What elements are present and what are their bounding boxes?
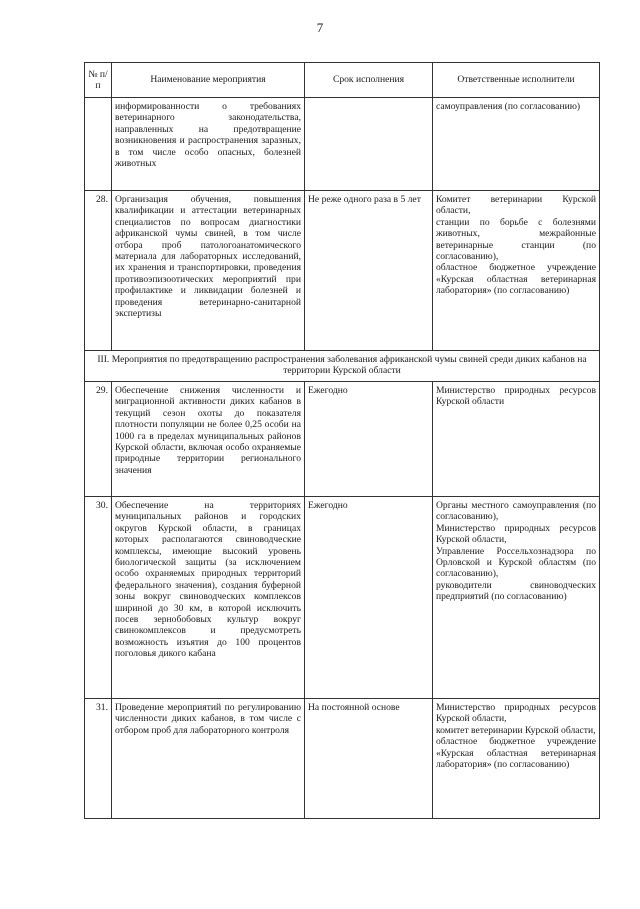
responsible — [433, 497, 600, 699]
measure-name: Проведение мероприятий по регулированию численности диких кабанов, в том числе с отбором проб для лабораторного контроля — [112, 699, 305, 819]
table-row-28 — [85, 191, 600, 351]
responsible — [433, 699, 600, 819]
responsible-line: Управление Россельхознадзора по Орловской и Курской областям (по согласованию), — [436, 545, 596, 580]
responsible-line: Министерство природных ресурсов Курской области, — [436, 522, 596, 546]
deadline: На постоянной основе — [305, 699, 433, 819]
row-number — [85, 98, 112, 191]
deadline: Ежегодно — [305, 382, 433, 497]
responsible-line: станции по борьбе с болезнями животных, межрайонные ветеринарные станции (по согласованию), — [436, 216, 596, 263]
row-number: 31. — [85, 699, 112, 819]
responsible-line: областное бюджетное учреждение «Курская областная ветеринарная лаборатория» (по согласованию) — [436, 736, 596, 771]
header-measure-name: Наименование мероприятия — [112, 63, 305, 98]
responsible-line: Органы местного самоуправления (по согласованию), — [436, 500, 596, 523]
header-deadline: Срок исполнения — [305, 63, 433, 98]
section-title: III. Мероприятия по предотвращению распространения заболевания африканской чумы свиней среди диких кабанов на территории Курской области — [85, 351, 600, 382]
responsible-line: руководители свиноводческих предприятий (по согласованию) — [436, 579, 596, 603]
row-number: 28. — [85, 191, 112, 351]
row-number: 30. — [85, 497, 112, 699]
header-number: № п/п — [85, 63, 112, 98]
header-responsible: Ответственные исполнители — [433, 63, 600, 98]
row-number: 29. — [85, 382, 112, 497]
responsible: Министерство природных ресурсов Курской области — [433, 382, 600, 497]
table-row-continuation — [85, 98, 600, 191]
responsible: самоуправления (по согласованию) — [433, 98, 600, 191]
table-row-31 — [85, 699, 600, 819]
table-header-row — [85, 63, 600, 98]
table-row-29 — [85, 382, 600, 497]
responsible-line: областное бюджетное учреждение «Курская областная ветеринарная лаборатория» (по согласованию) — [436, 262, 596, 297]
table-section-row — [85, 351, 600, 382]
deadline — [305, 98, 433, 191]
measure-name: информированности о требованиях ветеринарного законодательства, направленных на предотвращение возникновения и распространения заразных, в том числе особо опасных, болезней животных — [112, 98, 305, 191]
deadline: Не реже одного раза в 5 лет — [305, 191, 433, 351]
responsible-line: Комитет ветеринарии Курской области, — [436, 194, 596, 217]
table-row-30 — [85, 497, 600, 699]
measure-name: Организация обучения, повышения квалификации и аттестации ветеринарных специалистов по вопросам диагностики африканской чумы свиней, в том числе отбора проб патологоанатомического материала для лабораторных исследований, их хранения и транспортировки, проведения противоэпизоотических мероприятий при профилактике и ликвидации болезней и проведения ветеринарно-санитарной экспертизы — [112, 191, 305, 351]
measure-name: Обеспечение снижения численности и миграционной активности диких кабанов в текущий сезон охоты до показателя плотности популяции не более 0,25 особи на 1000 га в пределах муниципальных районов Курской области, включая особо охраняемые природные территории регионального значения — [112, 382, 305, 497]
measures-table — [84, 62, 600, 819]
deadline: Ежегодно — [305, 497, 433, 699]
measure-name: Обеспечение на территориях муниципальных районов и городских округов Курской области, в границах которых располагаются свиноводческие комплексы, имеющие высокий уровень биологической защиты (за исключением особо охраняемых природных территорий федерального значения), создания буферной зоны вокруг свиноводческих комплексов шириной до 30 км, в которой исключить посев зернобобовых культур вокруг свинокомплексов и предусмотреть возможность изъятия до 100 процентов поголовья дикого кабана — [112, 497, 305, 699]
responsible — [433, 191, 600, 351]
page-number: 7 — [316, 20, 324, 35]
responsible-line: комитет ветеринарии Курской области, — [436, 724, 596, 736]
responsible-line: Министерство природных ресурсов Курской области, — [436, 702, 596, 725]
